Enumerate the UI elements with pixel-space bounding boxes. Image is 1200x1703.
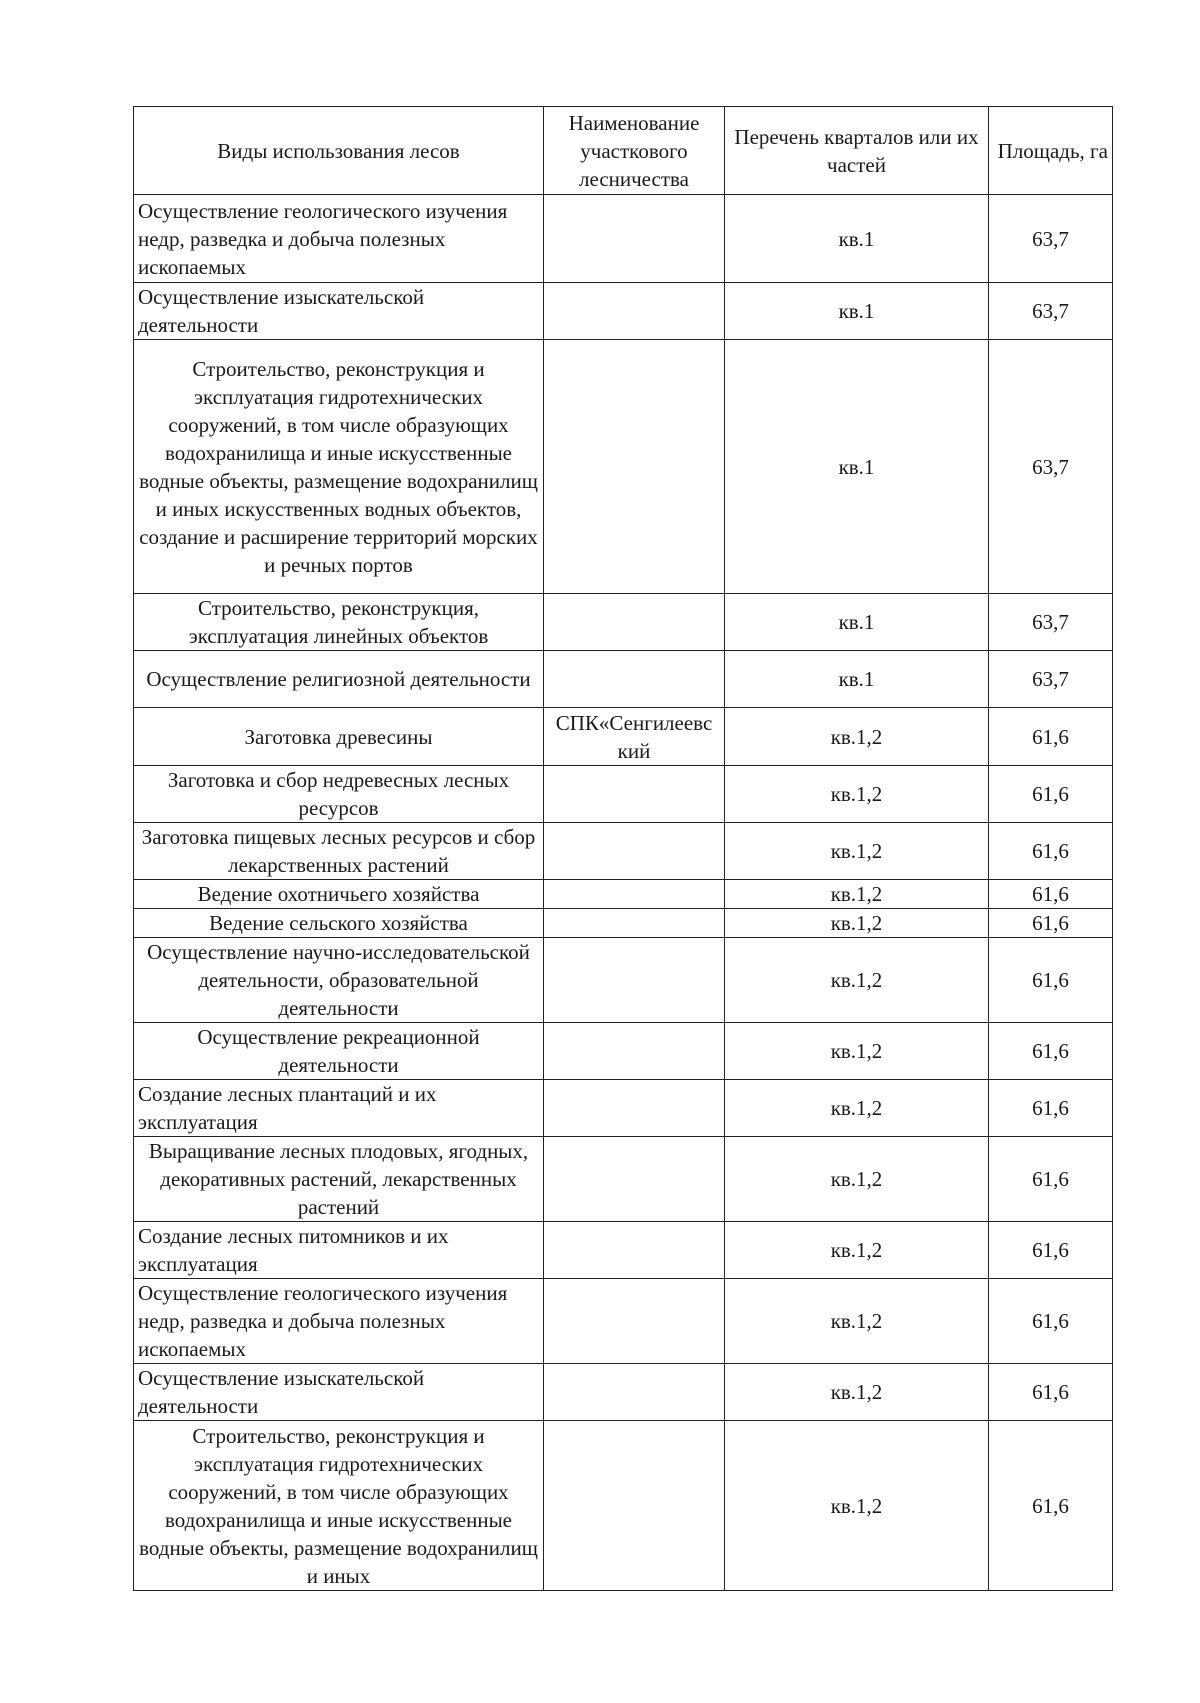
- cell-forestry-name: [544, 1080, 725, 1137]
- cell-area: 61,6: [989, 1023, 1113, 1080]
- table-row: [134, 651, 1113, 708]
- cell-forestry-name: [544, 1023, 725, 1080]
- table-row: [134, 1023, 1113, 1080]
- cell-area: 63,7: [989, 594, 1113, 651]
- cell-quarters: кв.1,2: [725, 708, 989, 766]
- table-body: [134, 195, 1113, 1591]
- cell-area: 61,6: [989, 1279, 1113, 1364]
- table-row: [134, 1222, 1113, 1279]
- cell-quarters: кв.1,2: [725, 766, 989, 823]
- cell-quarters: кв.1,2: [725, 1137, 989, 1222]
- cell-forestry-name: [544, 195, 725, 283]
- cell-forestry-name: [544, 651, 725, 708]
- cell-quarters: кв.1,2: [725, 1023, 989, 1080]
- cell-quarters: кв.1,2: [725, 1080, 989, 1137]
- cell-forestry-name: [544, 1222, 725, 1279]
- cell-forest-use-type: Ведение охотничьего хозяйства: [134, 880, 544, 909]
- header-area: Площадь, га: [989, 107, 1113, 195]
- cell-forestry-name: [544, 1137, 725, 1222]
- cell-forest-use-type: Строительство, реконструкция, эксплуатация линейных объектов: [134, 594, 544, 651]
- cell-area: 63,7: [989, 651, 1113, 708]
- cell-forest-use-type: Строительство, реконструкция и эксплуатация гидротехнических сооружений, в том числе образующих водохранилища и иные искусственные водные объекты, размещение водохранилищ и иных искусственных водных объектов, создание и расширение территорий морских и речных портов: [134, 340, 544, 594]
- cell-quarters: кв.1: [725, 195, 989, 283]
- cell-quarters: кв.1,2: [725, 1421, 989, 1591]
- cell-quarters: кв.1,2: [725, 880, 989, 909]
- cell-forest-use-type: Заготовка древесины: [134, 708, 544, 766]
- cell-forestry-name: [544, 283, 725, 340]
- cell-forestry-name: [544, 880, 725, 909]
- cell-quarters: кв.1,2: [725, 1279, 989, 1364]
- cell-forest-use-type: Осуществление изыскательской деятельности: [134, 283, 544, 340]
- cell-forestry-name: [544, 1364, 725, 1421]
- cell-forest-use-type: Заготовка и сбор недревесных лесных ресурсов: [134, 766, 544, 823]
- cell-area: 61,6: [989, 1137, 1113, 1222]
- table-row: [134, 340, 1113, 594]
- table-row: [134, 594, 1113, 651]
- cell-forest-use-type: Создание лесных питомников и их эксплуатация: [134, 1222, 544, 1279]
- cell-area: 61,6: [989, 1080, 1113, 1137]
- table-row: [134, 1080, 1113, 1137]
- table-row: [134, 283, 1113, 340]
- cell-area: 61,6: [989, 766, 1113, 823]
- cell-quarters: кв.1,2: [725, 1222, 989, 1279]
- table-row: [134, 1279, 1113, 1364]
- table-row: [134, 1364, 1113, 1421]
- cell-area: 61,6: [989, 1222, 1113, 1279]
- cell-area: 61,6: [989, 823, 1113, 880]
- cell-forest-use-type: Осуществление изыскательской деятельности: [134, 1364, 544, 1421]
- cell-forestry-name: [544, 823, 725, 880]
- table-row: [134, 909, 1113, 938]
- cell-forest-use-type: Строительство, реконструкция и эксплуатация гидротехнических сооружений, в том числе образующих водохранилища и иные искусственные водные объекты, размещение водохранилищ и иных: [134, 1421, 544, 1591]
- table-row: [134, 938, 1113, 1023]
- cell-forestry-name: [544, 594, 725, 651]
- cell-forestry-name: [544, 1279, 725, 1364]
- cell-forestry-name: [544, 909, 725, 938]
- cell-area: 61,6: [989, 938, 1113, 1023]
- cell-quarters: кв.1,2: [725, 823, 989, 880]
- header-forestry-name: Наименование участкового лесничества: [544, 107, 725, 195]
- table-header-row: [134, 107, 1113, 195]
- cell-quarters: кв.1,2: [725, 1364, 989, 1421]
- cell-area: 61,6: [989, 909, 1113, 938]
- table-row: [134, 823, 1113, 880]
- cell-forest-use-type: Заготовка пищевых лесных ресурсов и сбор лекарственных растений: [134, 823, 544, 880]
- cell-forestry-name: СПК«Сенгилеевс кий: [544, 708, 725, 766]
- cell-quarters: кв.1: [725, 594, 989, 651]
- cell-area: 61,6: [989, 1364, 1113, 1421]
- table-row: [134, 1421, 1113, 1591]
- header-forest-use-type: Виды использования лесов: [134, 107, 544, 195]
- cell-quarters: кв.1: [725, 340, 989, 594]
- cell-area: 61,6: [989, 708, 1113, 766]
- cell-area: 63,7: [989, 195, 1113, 283]
- cell-quarters: кв.1: [725, 283, 989, 340]
- cell-quarters: кв.1,2: [725, 938, 989, 1023]
- cell-forest-use-type: Осуществление геологического изучения недр, разведка и добыча полезных ископаемых: [134, 1279, 544, 1364]
- table-row: [134, 766, 1113, 823]
- cell-quarters: кв.1,2: [725, 909, 989, 938]
- cell-forest-use-type: Выращивание лесных плодовых, ягодных, декоративных растений, лекарственных растений: [134, 1137, 544, 1222]
- forest-use-table: [133, 106, 1113, 1591]
- cell-area: 63,7: [989, 340, 1113, 594]
- table-row: [134, 195, 1113, 283]
- cell-area: 61,6: [989, 1421, 1113, 1591]
- cell-forestry-name: [544, 1421, 725, 1591]
- cell-forest-use-type: Осуществление научно-исследовательской деятельности, образовательной деятельности: [134, 938, 544, 1023]
- cell-quarters: кв.1: [725, 651, 989, 708]
- cell-forest-use-type: Осуществление рекреационной деятельности: [134, 1023, 544, 1080]
- cell-forest-use-type: Осуществление геологического изучения недр, разведка и добыча полезных ископаемых: [134, 195, 544, 283]
- table-row: [134, 708, 1113, 766]
- table-row: [134, 880, 1113, 909]
- cell-area: 61,6: [989, 880, 1113, 909]
- table-row: [134, 1137, 1113, 1222]
- cell-forestry-name: [544, 340, 725, 594]
- cell-area: 63,7: [989, 283, 1113, 340]
- cell-forestry-name: [544, 766, 725, 823]
- cell-forest-use-type: Осуществление религиозной деятельности: [134, 651, 544, 708]
- cell-forestry-name: [544, 938, 725, 1023]
- header-quarters-list: Перечень кварталов или их частей: [725, 107, 989, 195]
- cell-forest-use-type: Ведение сельского хозяйства: [134, 909, 544, 938]
- cell-forest-use-type: Создание лесных плантаций и их эксплуатация: [134, 1080, 544, 1137]
